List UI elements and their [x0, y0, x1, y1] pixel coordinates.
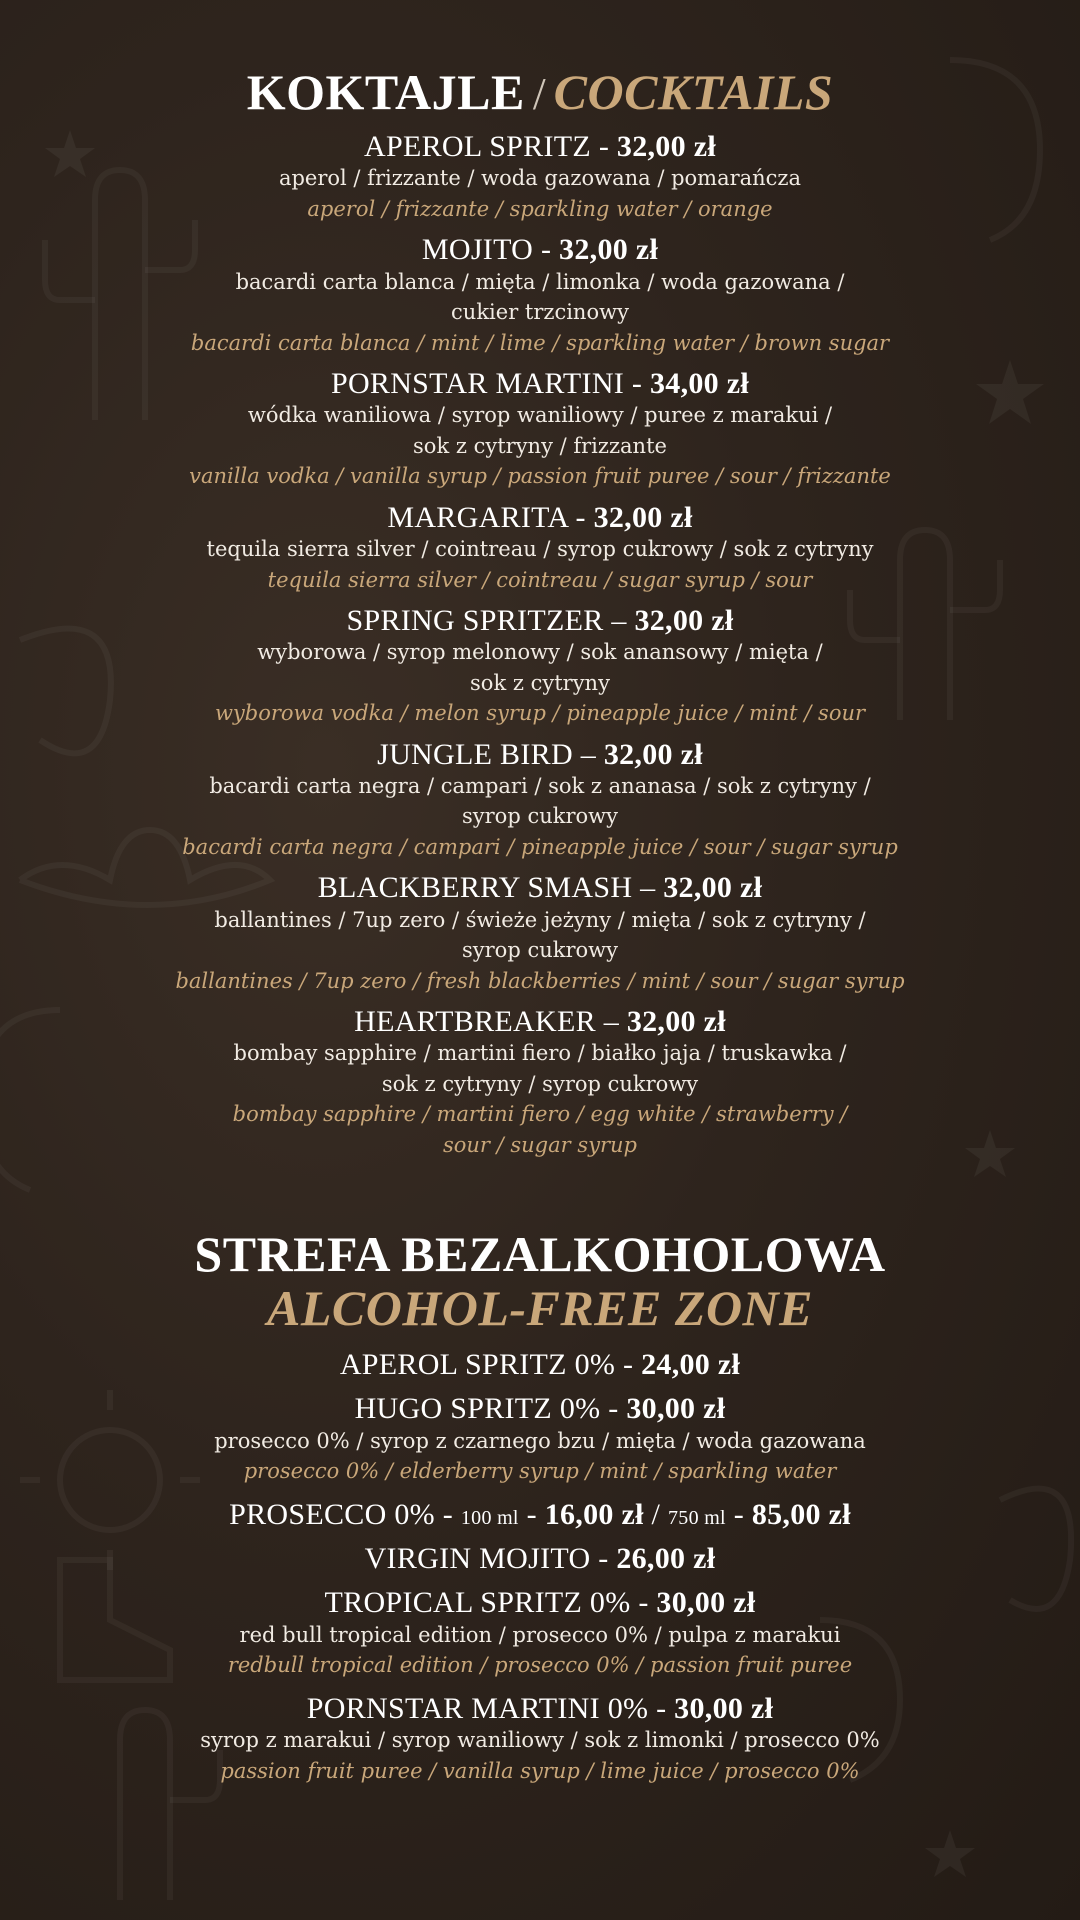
menu-item	[40, 368, 1040, 492]
menu-item	[40, 739, 1040, 863]
menu-item-header	[40, 1499, 1040, 1531]
price: 30,00 zł	[656, 1586, 756, 1620]
menu-item-header	[40, 1543, 1040, 1575]
cocktails-title-pl: KOKTAJLE	[246, 64, 525, 120]
menu-item-name: SPRING SPRITZER	[346, 603, 604, 637]
alcohol-free-list	[40, 1349, 1040, 1786]
ingredients-pl: ballantines / 7up zero / świeże jeżyny / mięta / sok z cytryny /	[214, 907, 866, 932]
separator: -	[725, 1497, 752, 1531]
menu-item	[40, 234, 1040, 358]
price: 24,00 zł	[641, 1348, 741, 1381]
menu-item-name: HUGO SPRITZ 0%	[354, 1392, 601, 1426]
cocktails-title-en: COCKTAILS	[553, 64, 834, 120]
ingredients-pl: bacardi carta blanca / mięta / limonka / woda gazowana /	[235, 269, 845, 294]
separator: -	[648, 1691, 675, 1725]
cocktails-section	[40, 65, 1040, 1160]
ingredients-en: bombay sapphire / martini fiero / egg white / strawberry /	[232, 1102, 848, 1127]
menu-item-name: PORNSTAR MARTINI	[330, 366, 625, 400]
ingredients-en: tequila sierra silver / cointreau / sugar syrup / sour	[267, 567, 813, 592]
alcohol-free-title-en: ALCOHOL-FREE ZONE	[266, 1280, 814, 1336]
ingredients-pl: syrop cukrowy	[462, 938, 618, 963]
menu-item-name: MOJITO	[421, 233, 534, 267]
menu-item-header	[40, 872, 1040, 904]
separator: –	[595, 1005, 627, 1039]
ingredients-pl: aperol / frizzante / woda gazowana / pomarańcza	[278, 166, 802, 191]
separator: -	[630, 1586, 657, 1620]
price: 16,00 zł	[544, 1497, 644, 1531]
menu-item-name: VIRGIN MOJITO	[364, 1542, 591, 1576]
price: 32,00 zł	[593, 500, 693, 534]
ingredients-pl: tequila sierra silver / cointreau / syrop cukrowy / sok z cytryny	[206, 537, 874, 562]
ingredients-pl: sok z cytryny / frizzante	[413, 433, 667, 458]
price: 30,00 zł	[626, 1392, 726, 1426]
separator: –	[572, 737, 604, 771]
menu-item-header	[40, 1393, 1040, 1425]
ingredients-pl: bacardi carta negra / campari / sok z ananasa / sok z cytryny /	[209, 774, 871, 799]
cocktails-list	[40, 131, 1040, 1160]
menu-item	[40, 131, 1040, 224]
separator: -	[518, 1497, 545, 1531]
menu-item	[40, 872, 1040, 996]
menu-item	[40, 1693, 1040, 1786]
ingredients-pl: red bull tropical edition / prosecco 0% / pulpa z marakui	[239, 1622, 841, 1647]
ingredients-pl: syrop z marakui / syrop waniliowy / sok z limonki / prosecco 0%	[200, 1728, 880, 1753]
menu-item	[40, 1499, 1040, 1531]
price: 32,00 zł	[626, 1005, 726, 1039]
menu-item-header	[40, 234, 1040, 266]
separator: -	[591, 130, 617, 163]
ingredients-en: passion fruit puree / vanilla syrup / lime juice / prosecco 0%	[220, 1758, 860, 1783]
ingredients-en: sour / sugar syrup	[442, 1132, 638, 1157]
separator: /	[643, 1497, 668, 1531]
ingredients-pl: wyborowa / syrop melonowy / sok anansowy / mięta /	[257, 640, 823, 665]
menu-item	[40, 1006, 1040, 1160]
menu-item-header	[40, 1587, 1040, 1619]
menu-item-name: PROSECCO 0%	[229, 1497, 435, 1531]
separator: -	[434, 1497, 461, 1531]
separator: –	[603, 603, 635, 637]
separator: -	[533, 233, 560, 267]
ingredients-pl: sok z cytryny	[470, 670, 610, 695]
menu-item-header	[40, 131, 1040, 163]
alcohol-free-section	[40, 1227, 1040, 1786]
price: 32,00 zł	[603, 737, 703, 771]
menu-item-name: TROPICAL SPRITZ 0%	[324, 1586, 631, 1620]
alcohol-free-title-pl: STREFA BEZALKOHOLOWA	[194, 1226, 886, 1282]
menu-item-name: BLACKBERRY SMASH	[317, 871, 633, 905]
menu-item-header	[40, 1349, 1040, 1381]
alcohol-free-title	[40, 1227, 1040, 1335]
price: 32,00 zł	[634, 603, 734, 637]
menu-item-header	[40, 368, 1040, 400]
menu-item	[40, 1587, 1040, 1680]
menu-item-name: PORNSTAR MARTINI 0%	[306, 1691, 649, 1725]
menu-item-header	[40, 502, 1040, 534]
separator: –	[632, 871, 664, 905]
menu-item-header	[40, 1693, 1040, 1725]
price: 30,00 zł	[674, 1691, 774, 1725]
price: 85,00 zł	[751, 1497, 851, 1531]
ingredients-en: bacardi carta negra / campari / pineapple juice / sour / sugar syrup	[182, 834, 898, 859]
menu-item	[40, 605, 1040, 729]
separator: -	[567, 500, 594, 534]
price: 32,00 zł	[616, 130, 716, 163]
menu-item-name: MARGARITA	[387, 500, 568, 534]
ingredients-en: redbull tropical edition / prosecco 0% / passion fruit puree	[227, 1653, 853, 1678]
volume: 750 ml	[668, 1506, 726, 1529]
menu-item-name: APEROL SPRITZ 0%	[339, 1348, 616, 1381]
menu-item	[40, 502, 1040, 595]
ingredients-pl: syrop cukrowy	[462, 804, 618, 829]
price: 32,00 zł	[559, 233, 659, 267]
separator: -	[624, 366, 650, 400]
menu-item-header	[40, 1006, 1040, 1038]
ingredients-en: ballantines / 7up zero / fresh blackberries / mint / sour / sugar syrup	[175, 968, 905, 993]
separator: -	[615, 1348, 642, 1381]
menu-item-header	[40, 739, 1040, 771]
menu-item	[40, 1349, 1040, 1381]
ingredients-en: vanilla vodka / vanilla syrup / passion fruit puree / sour / frizzante	[189, 464, 891, 489]
menu-item	[40, 1393, 1040, 1486]
menu-item-name: APEROL SPRITZ	[364, 130, 592, 163]
ingredients-pl: sok z cytryny / syrop cukrowy	[381, 1071, 699, 1096]
volume: 100 ml	[460, 1506, 519, 1529]
separator: -	[600, 1392, 627, 1426]
ingredients-pl: prosecco 0% / syrop z czarnego bzu / mięta / woda gazowana	[214, 1428, 866, 1453]
menu-item-header	[40, 605, 1040, 637]
price: 32,00 zł	[663, 871, 763, 905]
menu-item-name: JUNGLE BIRD	[377, 737, 573, 771]
price: 34,00 zł	[649, 366, 750, 400]
separator: -	[590, 1542, 617, 1576]
menu-item	[40, 1543, 1040, 1575]
title-separator: /	[532, 68, 546, 119]
ingredients-en: bacardi carta blanca / mint / lime / sparkling water / brown sugar	[190, 330, 890, 355]
ingredients-en: aperol / frizzante / sparkling water / orange	[307, 196, 773, 221]
ingredients-en: prosecco 0% / elderberry syrup / mint / sparkling water	[243, 1459, 837, 1484]
cocktails-title	[40, 65, 1040, 119]
menu-item-name: HEARTBREAKER	[354, 1005, 596, 1039]
ingredients-pl: bombay sapphire / martini fiero / białko jaja / truskawka /	[233, 1041, 847, 1066]
ingredients-en: wyborowa vodka / melon syrup / pineapple juice / mint / sour	[214, 701, 866, 726]
price: 26,00 zł	[616, 1542, 716, 1576]
ingredients-pl: cukier trzcinowy	[451, 300, 629, 325]
ingredients-pl: wódka waniliowa / syrop waniliowy / puree z marakui /	[247, 403, 833, 428]
